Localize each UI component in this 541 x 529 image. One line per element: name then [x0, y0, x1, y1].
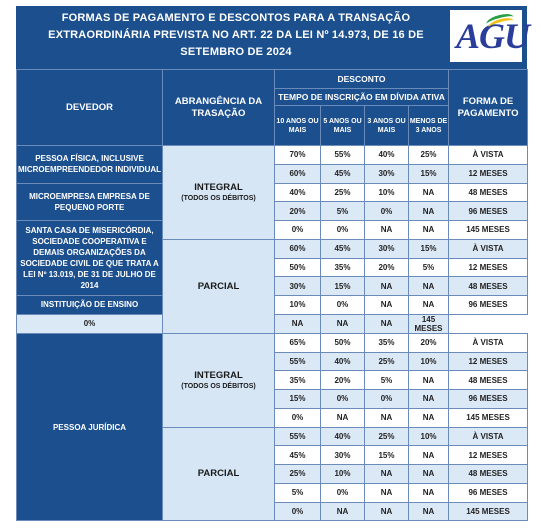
header-period: 3 ANOS OU MAIS: [365, 106, 409, 146]
payment-form-cell: 96 MESES: [449, 390, 528, 409]
discount-cell: 5%: [321, 202, 365, 221]
payment-form-cell: 48 MESES: [449, 465, 528, 484]
discount-cell: NA: [365, 502, 409, 521]
discount-cell: 25%: [409, 146, 449, 165]
discount-cell: 15%: [409, 239, 449, 258]
discount-table: [16, 69, 528, 521]
discount-cell: 45%: [275, 446, 321, 465]
abrangencia-label: INTEGRAL: [194, 370, 243, 382]
discount-cell: NA: [321, 408, 365, 427]
payment-form-cell: 145 MESES: [449, 502, 528, 521]
discount-cell: 30%: [365, 164, 409, 183]
discount-cell: 25%: [321, 183, 365, 202]
payment-form-cell: 145 MESES: [449, 221, 528, 240]
payment-form-cell: 145 MESES: [449, 408, 528, 427]
discount-cell: NA: [409, 277, 449, 296]
payment-form-cell: À VISTA: [449, 427, 528, 446]
abrangencia-label: PARCIAL: [197, 468, 240, 480]
discount-cell: 0%: [321, 390, 365, 409]
header-period: MENOS DE 3 ANOS: [409, 106, 449, 146]
discount-cell: 45%: [321, 239, 365, 258]
discount-cell: NA: [365, 277, 409, 296]
discount-cell: 0%: [365, 202, 409, 221]
discount-cell: 50%: [321, 333, 365, 352]
discount-cell: 0%: [365, 390, 409, 409]
title-banner: [16, 6, 530, 69]
discount-cell: NA: [409, 408, 449, 427]
discount-cell: 5%: [275, 483, 321, 502]
header-tempo-inscricao: TEMPO DE INSCRIÇÃO EM DÍVIDA ATIVA: [275, 89, 449, 106]
discount-cell: NA: [409, 221, 449, 240]
payment-form-cell: À VISTA: [449, 239, 528, 258]
discount-cell: 35%: [275, 371, 321, 390]
discount-cell: NA: [365, 314, 409, 333]
devedor-cell: MICROEMPRESA EMPRESA DE PEQUENO PORTE: [17, 183, 163, 221]
discount-cell: NA: [409, 502, 449, 521]
discount-cell: 45%: [321, 164, 365, 183]
payment-form-cell: 12 MESES: [449, 258, 528, 277]
discount-cell: 55%: [275, 352, 321, 371]
discount-cell: 35%: [321, 258, 365, 277]
discount-cell: NA: [365, 465, 409, 484]
discount-cell: 20%: [275, 202, 321, 221]
header-forma-pagamento: FORMA DE PAGAMENTO: [449, 70, 528, 146]
payment-form-cell: 96 MESES: [449, 296, 528, 315]
discount-cell: 0%: [275, 221, 321, 240]
discount-cell: 55%: [275, 427, 321, 446]
discount-cell: 60%: [275, 164, 321, 183]
discount-cell: 0%: [275, 502, 321, 521]
discount-cell: 10%: [409, 427, 449, 446]
discount-cell: 50%: [275, 258, 321, 277]
discount-cell: 40%: [321, 352, 365, 371]
discount-cell: NA: [365, 408, 409, 427]
payment-form-cell: 12 MESES: [449, 446, 528, 465]
discount-cell: NA: [365, 483, 409, 502]
abrangencia-label: PARCIAL: [197, 280, 240, 292]
agu-logo: [450, 10, 530, 62]
header-period: 10 ANOS OU MAIS: [275, 106, 321, 146]
payment-form-cell: À VISTA: [449, 333, 528, 352]
discount-cell: 55%: [321, 146, 365, 165]
discount-cell: 25%: [365, 352, 409, 371]
payment-form-cell: 145 MESES: [409, 314, 449, 333]
payment-form-cell: À VISTA: [449, 146, 528, 165]
discount-cell: 10%: [409, 352, 449, 371]
payment-form-cell: 48 MESES: [449, 277, 528, 296]
discount-cell: 15%: [365, 446, 409, 465]
abrangencia-sublabel: (TODOS OS DÉBITOS): [181, 383, 256, 391]
payment-form-cell: 12 MESES: [449, 164, 528, 183]
discount-cell: 0%: [17, 314, 163, 333]
discount-cell: NA: [365, 221, 409, 240]
discount-cell: 25%: [365, 427, 409, 446]
discount-cell: 15%: [321, 277, 365, 296]
devedor-cell: PESSOA JURÍDICA: [17, 333, 163, 521]
devedor-cell: PESSOA FÍSICA, INCLUSIVE MICROEMPREENDEDOR INDIVIDUAL: [17, 146, 163, 184]
abrangencia-cell: [163, 427, 275, 521]
discount-cell: 65%: [275, 333, 321, 352]
discount-cell: NA: [365, 296, 409, 315]
table-row: [17, 333, 528, 352]
discount-cell: 40%: [275, 183, 321, 202]
abrangencia-cell: [163, 146, 275, 240]
discount-cell: 40%: [365, 146, 409, 165]
header-devedor: DEVEDOR: [17, 70, 163, 146]
discount-cell: 35%: [365, 333, 409, 352]
discount-cell: 20%: [409, 333, 449, 352]
discount-cell: NA: [321, 314, 365, 333]
table-row: [17, 146, 528, 165]
discount-cell: NA: [409, 183, 449, 202]
discount-cell: NA: [409, 465, 449, 484]
discount-cell: 25%: [275, 465, 321, 484]
discount-cell: 0%: [275, 408, 321, 427]
discount-cell: NA: [409, 483, 449, 502]
agu-logo-text: AGU: [456, 16, 530, 56]
payment-form-cell: 48 MESES: [449, 371, 528, 390]
discount-cell: 30%: [275, 277, 321, 296]
document-title: FORMAS DE PAGAMENTO E DESCONTOS PARA A TRANSAÇÃO EXTRAORDINÁRIA PREVISTA NO ART. 22 DA LEI Nº 14.973, DE 16 DE SETEMBRO DE 2024: [48, 12, 424, 58]
discount-cell: 20%: [321, 371, 365, 390]
discount-cell: 40%: [321, 427, 365, 446]
discount-cell: 10%: [275, 296, 321, 315]
devedor-cell: INSTITUIÇÃO DE ENSINO: [17, 296, 163, 315]
discount-cell: NA: [409, 390, 449, 409]
abrangencia-cell: [163, 333, 275, 427]
discount-cell: 10%: [365, 183, 409, 202]
discount-cell: NA: [409, 446, 449, 465]
discount-cell: NA: [321, 502, 365, 521]
header-period: 5 ANOS OU MAIS: [321, 106, 365, 146]
abrangencia-sublabel: (TODOS OS DÉBITOS): [181, 195, 256, 203]
payment-form-cell: 48 MESES: [449, 183, 528, 202]
discount-cell: 10%: [321, 465, 365, 484]
discount-cell: 5%: [409, 258, 449, 277]
abrangencia-label: INTEGRAL: [194, 182, 243, 194]
devedor-cell: SANTA CASA DE MISERICÓRDIA, SOCIEDADE COOPERATIVA E DEMAIS ORGANIZAÇÕES DA SOCIEDADE CIVIL DE QUE TRATA A LEI Nº 13.019, DE 31 DE JULHO DE 2014: [17, 221, 163, 296]
discount-cell: 30%: [365, 239, 409, 258]
discount-cell: 15%: [275, 390, 321, 409]
discount-cell: NA: [409, 296, 449, 315]
payment-form-cell: 96 MESES: [449, 202, 528, 221]
discount-cell: 20%: [365, 258, 409, 277]
discount-cell: NA: [409, 371, 449, 390]
discount-cell: 70%: [275, 146, 321, 165]
discount-cell: 0%: [321, 296, 365, 315]
payment-form-cell: 96 MESES: [449, 483, 528, 502]
header-desconto: DESCONTO: [275, 70, 449, 89]
discount-cell: 0%: [321, 483, 365, 502]
discount-cell: 5%: [365, 371, 409, 390]
discount-cell: 30%: [321, 446, 365, 465]
payment-form-cell: 12 MESES: [449, 352, 528, 371]
discount-cell: NA: [275, 314, 321, 333]
discount-cell: NA: [409, 202, 449, 221]
header-abrangencia: ABRANGÊNCIA DA TRASAÇÃO: [163, 70, 275, 146]
discount-cell: 0%: [321, 221, 365, 240]
discount-cell: 60%: [275, 239, 321, 258]
abrangencia-cell: [163, 239, 275, 333]
discount-cell: 15%: [409, 164, 449, 183]
